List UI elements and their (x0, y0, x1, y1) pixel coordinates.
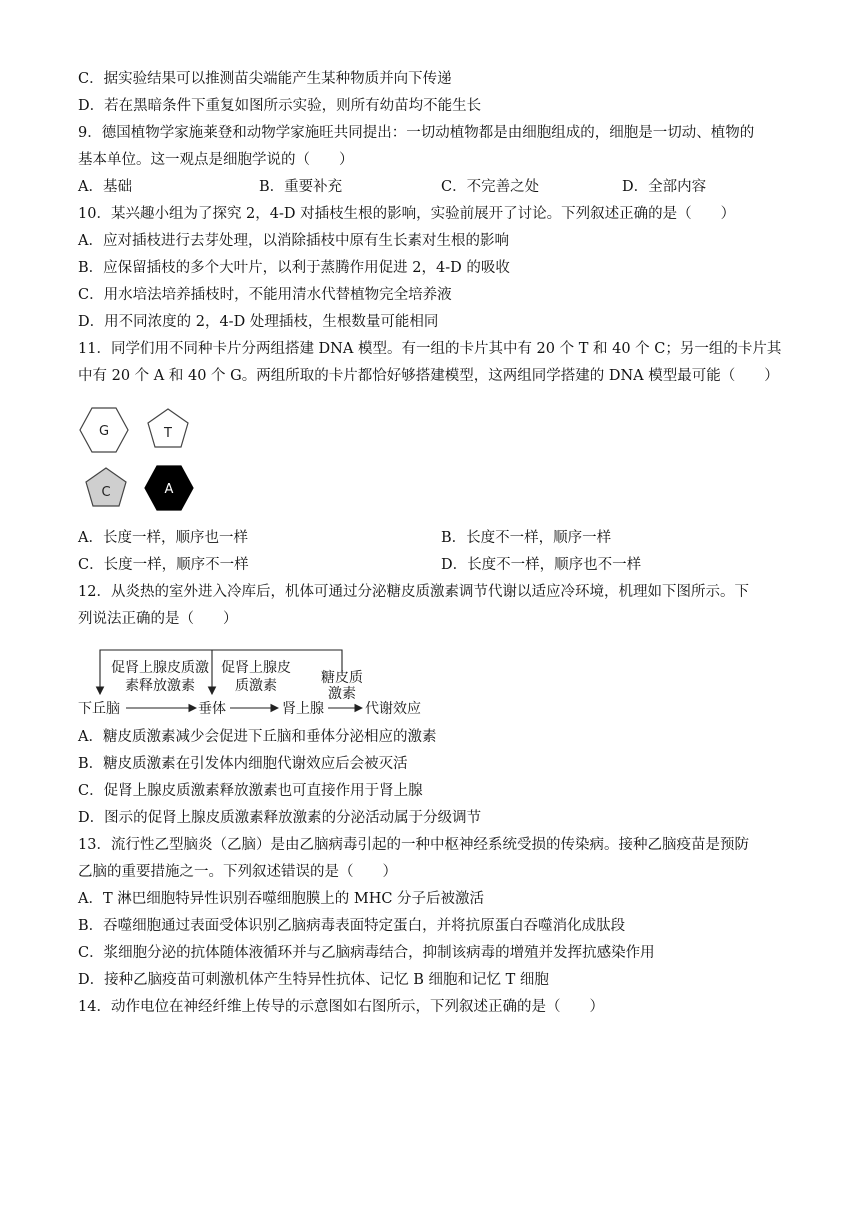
card-t-pentagon (148, 409, 188, 447)
q11-stem-line1: 11．同学们用不同种卡片分两组搭建 DNA 模型。有一组的卡片其中有 20 个 T 和 40 个 C；另一组的卡片其 (78, 341, 782, 357)
q13-stem-line2: 乙脑的重要措施之一。下列叙述错误的是（ ） (78, 864, 397, 880)
q12-option-a: A．糖皮质激素减少会促进下丘脑和垂体分泌相应的激素 (78, 729, 437, 745)
q9-option-d: D．全部内容 (622, 179, 707, 195)
q12-option-c: C．促肾上腺皮质激素释放激素也可直接作用于肾上腺 (78, 783, 423, 799)
hormone-regulation-diagram (78, 642, 438, 722)
q13-option-d: D．接种乙脑疫苗可刺激机体产生特异性抗体、记忆 B 细胞和记忆 T 细胞 (78, 972, 549, 988)
q11-option-a: A．长度一样，顺序也一样 (78, 530, 248, 546)
q10-option-b: B．应保留插枝的多个大叶片，以利于蒸腾作用促进 2，4-D 的吸收 (78, 260, 510, 276)
q10-option-c: C．用水培法培养插枝时，不能用清水代替植物完全培养液 (78, 287, 452, 303)
q9-option-b: B．重要补充 (259, 179, 343, 195)
card-g-label: G (98, 424, 110, 439)
hormone1-label-line1: 促肾上腺皮质激 (111, 660, 209, 676)
q12-stem-line1: 12．从炎热的室外进入冷库后，机体可通过分泌糖皮质激素调节代谢以适应冷环境，机理如下图所示。下 (78, 584, 749, 600)
q13-option-c: C．浆细胞分泌的抗体随体液循环并与乙脑病毒结合，抑制该病毒的增殖并发挥抗感染作用 (78, 945, 655, 961)
q9-option-c: C．不完善之处 (441, 179, 540, 195)
q14-stem: 14．动作电位在神经纤维上传导的示意图如右图所示，下列叙述正确的是（ ） (78, 999, 604, 1015)
card-c-label: C (101, 485, 111, 500)
node-pituitary: 垂体 (198, 701, 226, 717)
q12-option-b: B．糖皮质激素在引发体内细胞代谢效应后会被灭活 (78, 756, 408, 772)
q9-stem-line1: 9．德国植物学家施莱登和动物学家施旺共同提出：一切动植物都是由细胞组成的，细胞是一切动、植物的 (78, 125, 755, 141)
q11-stem-line2: 中有 20 个 A 和 40 个 G。两组所取的卡片都恰好够搭建模型，这两组同学搭建的 DNA 模型最可能（ ） (78, 368, 779, 384)
card-a-hexagon (145, 466, 193, 510)
q8-option-d: D．若在黑暗条件下重复如图所示实验，则所有幼苗均不能生长 (78, 98, 482, 114)
hormone1-label-line2: 素释放激素 (125, 678, 195, 694)
card-t-label: T (164, 426, 172, 441)
node-hypothalamus: 下丘脑 (78, 701, 120, 717)
q13-option-a: A．T 淋巴细胞特异性识别吞噬细胞膜上的 MHC 分子后被激活 (78, 891, 485, 907)
hormone2-label-line1: 促肾上腺皮 (221, 660, 291, 676)
q8-option-c: C．据实验结果可以推测苗尖端能产生某种物质并向下传递 (78, 71, 452, 87)
node-adrenal: 肾上腺 (282, 701, 324, 717)
q11-option-d: D．长度不一样，顺序也不一样 (441, 557, 642, 573)
q12-option-d: D．图示的促肾上腺皮质激素释放激素的分泌活动属于分级调节 (78, 810, 482, 826)
q12-stem-line2: 列说法正确的是（ ） (78, 611, 238, 627)
q10-option-d: D．用不同浓度的 2，4-D 处理插枝，生根数量可能相同 (78, 314, 439, 330)
node-metabolic-effect: 代谢效应 (365, 701, 421, 717)
q10-stem: 10．某兴趣小组为了探究 2，4-D 对插枝生根的影响，实验前展开了讨论。下列叙述正确的是（ ） (78, 206, 736, 222)
hormone3-label-line2: 激素 (328, 686, 356, 702)
dna-card-figure (78, 402, 208, 520)
q11-option-c: C．长度一样，顺序不一样 (78, 557, 249, 573)
card-c-pentagon (86, 468, 126, 506)
q13-option-b: B．吞噬细胞通过表面受体识别乙脑病毒表面特定蛋白，并将抗原蛋白吞噬消化成肽段 (78, 918, 626, 934)
q9-stem-line2: 基本单位。这一观点是细胞学说的（ ） (78, 152, 354, 168)
hormone3-label-line1: 糖皮质 (321, 670, 363, 686)
card-g-hexagon (80, 408, 128, 452)
hormone2-label-line2: 质激素 (235, 678, 277, 694)
card-a-label: A (164, 482, 174, 497)
q10-option-a: A．应对插枝进行去芽处理，以消除插枝中原有生长素对生根的影响 (78, 233, 509, 249)
q9-option-a: A．基础 (78, 179, 132, 195)
q13-stem-line1: 13．流行性乙型脑炎（乙脑）是由乙脑病毒引起的一种中枢神经系统受损的传染病。接种乙脑疫苗是预防 (78, 837, 749, 853)
q11-option-b: B．长度不一样，顺序一样 (441, 530, 612, 546)
